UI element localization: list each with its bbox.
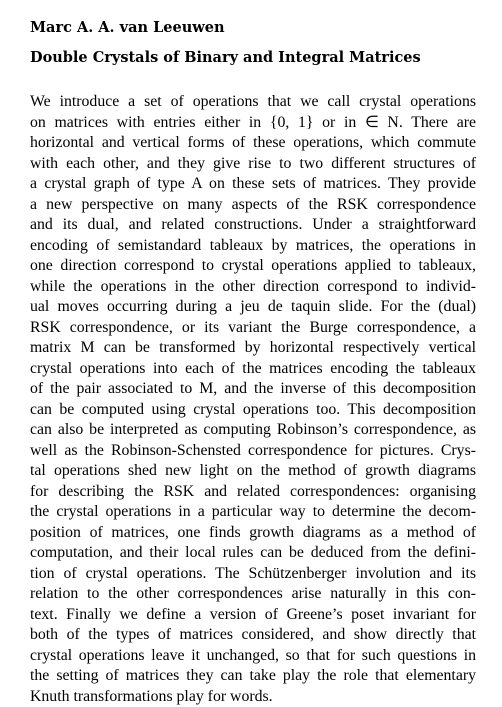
abstract-line: text. Finally we define a version of Greene’s poset invariant for — [30, 605, 476, 626]
abstract-line: Knuth transformations play for words. — [30, 687, 476, 707]
abstract-line: tal operations shed new light on the method of growth diagrams — [30, 461, 476, 482]
abstract-line: computation, and their local rules can be deduced from the defini- — [30, 543, 476, 564]
abstract-line: well as the Robinson-Schensted correspondence for pictures. Crys- — [30, 441, 476, 462]
abstract-line: tion of crystal operations. The Schützenberger involution and its — [30, 564, 476, 585]
abstract-line: for describing the RSK and related correspondences: organising — [30, 482, 476, 503]
abstract-line: crystal operations leave it unchanged, so that for such questions in — [30, 646, 476, 667]
abstract-line: We introduce a set of operations that we call crystal operations — [30, 92, 476, 113]
abstract-line: relation to the other correspondences arise naturally in this con- — [30, 584, 476, 605]
abstract-line: horizontal and vertical forms of these operations, which commute — [30, 133, 476, 154]
abstract-line: ual moves occurring during a jeu de taquin slide. For the (dual) — [30, 297, 476, 318]
abstract-line: the crystal operations in a particular way to determine the decom- — [30, 502, 476, 523]
abstract-line: a new perspective on many aspects of the RSK correspondence — [30, 195, 476, 216]
abstract-line: crystal operations into each of the matrices encoding the tableaux — [30, 359, 476, 380]
abstract-line: while the operations in the other direction correspond to individ- — [30, 277, 476, 298]
paper-title: Double Crystals of Binary and Integral Matrices — [30, 49, 421, 67]
abstract-line: one direction correspond to crystal operations applied to tableaux, — [30, 256, 476, 277]
abstract-line: encoding of semistandard tableaux by matrices, the operations in — [30, 236, 476, 257]
abstract-line: of the pair associated to M, and the inverse of this decomposition — [30, 379, 476, 400]
abstract-text — [30, 92, 476, 707]
author-name: Marc A. A. van Leeuwen — [30, 19, 225, 37]
abstract-line: matrix M can be transformed by horizontal respectively vertical — [30, 338, 476, 359]
abstract-line: position of matrices, one finds growth diagrams as a method of — [30, 523, 476, 544]
abstract-line: can be computed using crystal operations too. This decomposition — [30, 400, 476, 421]
abstract-line: with each other, and they give rise to two different structures of — [30, 154, 476, 175]
abstract-line: RSK correspondence, or its variant the Burge correspondence, a — [30, 318, 476, 339]
abstract-line: on matrices with entries either in {0, 1} or in ∈ N. There are — [30, 113, 476, 134]
abstract-line: can also be interpreted as computing Robinson’s correspondence, as — [30, 420, 476, 441]
abstract-line: the setting of matrices they can take play the role that elementary — [30, 666, 476, 687]
abstract-line: both of the types of matrices considered, and show directly that — [30, 625, 476, 646]
abstract-line: a crystal graph of type A on these sets of matrices. They provide — [30, 174, 476, 195]
abstract-line: and its dual, and related constructions. Under a straightforward — [30, 215, 476, 236]
